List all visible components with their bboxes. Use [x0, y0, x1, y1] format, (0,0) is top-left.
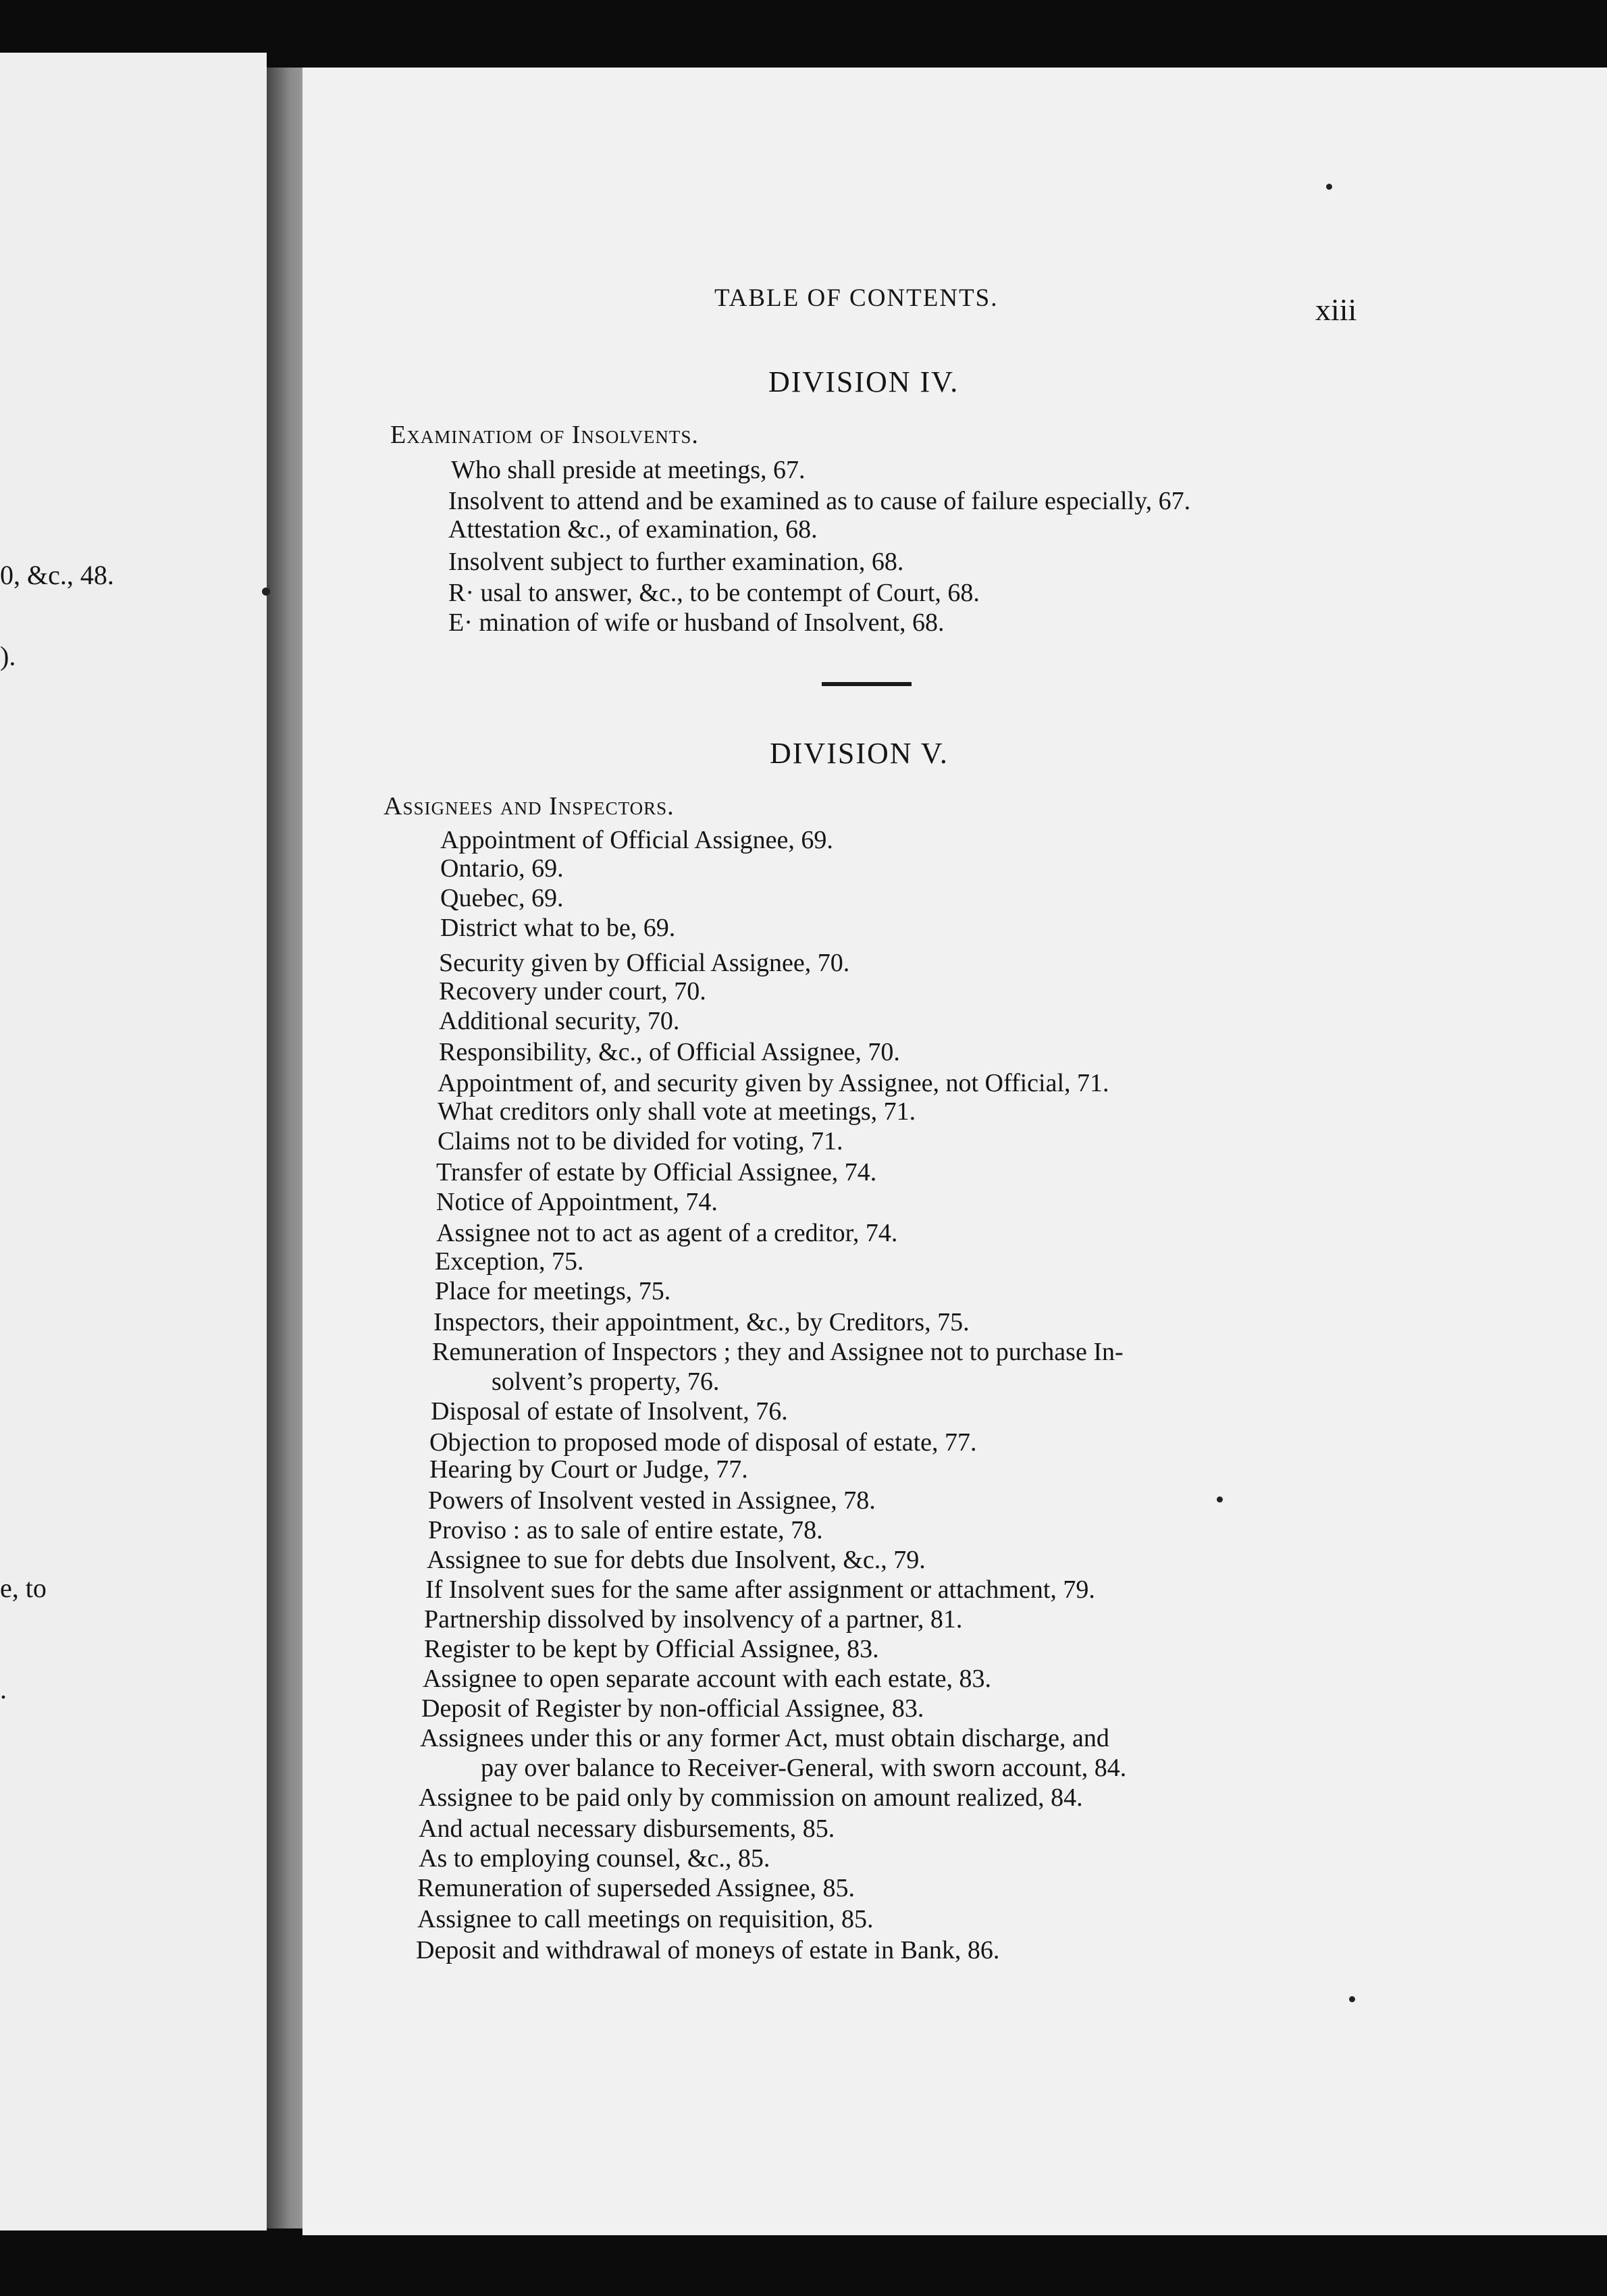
left-page-fragment: ). — [0, 641, 16, 671]
toc-entry: Assignee to be paid only by commission on amount realized, 84. — [419, 1783, 1083, 1812]
toc-entry: Notice of Appointment, 74. — [436, 1188, 718, 1216]
ink-speck — [262, 588, 270, 596]
toc-entry: Quebec, 69. — [440, 884, 564, 912]
toc-entry: Disposal of estate of Insolvent, 76. — [431, 1397, 788, 1426]
toc-entry: Inspectors, their appointment, &c., by Creditors, 75. — [433, 1308, 970, 1336]
division-v-heading: DIVISION V. — [770, 737, 949, 770]
toc-entry: Exception, 75. — [435, 1247, 584, 1276]
toc-entry: Ontario, 69. — [440, 854, 564, 883]
toc-entry: Register to be kept by Official Assignee, 83. — [424, 1635, 879, 1663]
left-page — [0, 53, 267, 2230]
toc-entry: What creditors only shall vote at meetings, 71. — [438, 1097, 916, 1126]
toc-entry: Insolvent to attend and be examined as to cause of failure especially, 67. — [448, 487, 1191, 515]
toc-entry: Partnership dissolved by insolvency of a partner, 81. — [424, 1605, 963, 1634]
toc-entry: Objection to proposed mode of disposal of estate, 77. — [429, 1428, 977, 1457]
toc-entry: pay over balance to Receiver-General, with sworn account, 84. — [481, 1754, 1127, 1782]
toc-entry: solvent’s property, 76. — [492, 1367, 720, 1396]
toc-entry: Deposit and withdrawal of moneys of estate in Bank, 86. — [416, 1936, 1000, 1964]
toc-entry: Insolvent subject to further examination, 68. — [448, 548, 904, 576]
left-page-fragment: e, to — [0, 1573, 47, 1603]
toc-entry: As to employing counsel, &c., 85. — [419, 1844, 770, 1873]
ink-speck — [1217, 1496, 1223, 1503]
division-iv-section-title: Examinatiom of Insolvents. — [390, 421, 699, 449]
toc-entry: Transfer of estate by Official Assignee, 74. — [436, 1158, 877, 1186]
toc-entry: Assignee to call meetings on requisition, 85. — [417, 1905, 874, 1933]
toc-entry: Additional security, 70. — [439, 1007, 680, 1035]
toc-entry: Appointment of Official Assignee, 69. — [440, 826, 833, 854]
running-title: TABLE OF CONTENTS. — [714, 284, 999, 312]
left-page-fragment: 0, &c., 48. — [0, 560, 114, 590]
division-v-section-title: Assignees and Inspectors. — [384, 792, 675, 820]
toc-entry: And actual necessary disbursements, 85. — [419, 1815, 835, 1843]
division-iv-heading: DIVISION IV. — [768, 365, 959, 398]
toc-entry: Assignee to sue for debts due Insolvent, &c., 79. — [427, 1546, 926, 1574]
toc-entry: Security given by Official Assignee, 70. — [439, 949, 850, 977]
toc-entry: Who shall preside at meetings, 67. — [451, 456, 806, 484]
toc-entry: Deposit of Register by non-official Assignee, 83. — [421, 1694, 924, 1723]
toc-entry: District what to be, 69. — [440, 914, 676, 942]
toc-entry: Proviso : as to sale of entire estate, 78. — [428, 1516, 823, 1544]
toc-entry: Remuneration of Inspectors ; they and Assignee not to purchase In- — [432, 1338, 1124, 1366]
toc-entry: Responsibility, &c., of Official Assignee, 70. — [439, 1038, 900, 1066]
toc-entry: Powers of Insolvent vested in Assignee, 78. — [428, 1486, 876, 1515]
section-divider — [822, 682, 912, 686]
page-number: xiii — [1315, 292, 1357, 327]
toc-entry: Recovery under court, 70. — [439, 977, 706, 1006]
toc-entry: Appointment of, and security given by Assignee, not Official, 71. — [438, 1069, 1109, 1097]
toc-entry: If Insolvent sues for the same after assignment or attachment, 79. — [425, 1575, 1095, 1604]
toc-entry: R· usal to answer, &c., to be contempt of Court, 68. — [448, 579, 980, 607]
toc-entry: Remuneration of superseded Assignee, 85. — [417, 1874, 855, 1902]
toc-entry: Attestation &c., of examination, 68. — [448, 515, 818, 544]
toc-entry: Claims not to be divided for voting, 71. — [438, 1127, 843, 1155]
toc-entry: Hearing by Court or Judge, 77. — [429, 1455, 748, 1484]
toc-entry: Assignee to open separate account with each estate, 83. — [423, 1665, 992, 1693]
toc-entry: Assignees under this or any former Act, must obtain discharge, and — [420, 1724, 1109, 1752]
ink-speck — [1326, 184, 1332, 190]
ink-speck — [1349, 1996, 1355, 2002]
toc-entry: Assignee not to act as agent of a creditor, 74. — [436, 1219, 898, 1247]
left-page-fragment: . — [0, 1674, 7, 1704]
toc-entry: E· mination of wife or husband of Insolvent, 68. — [448, 608, 945, 637]
toc-entry: Place for meetings, 75. — [435, 1277, 671, 1305]
